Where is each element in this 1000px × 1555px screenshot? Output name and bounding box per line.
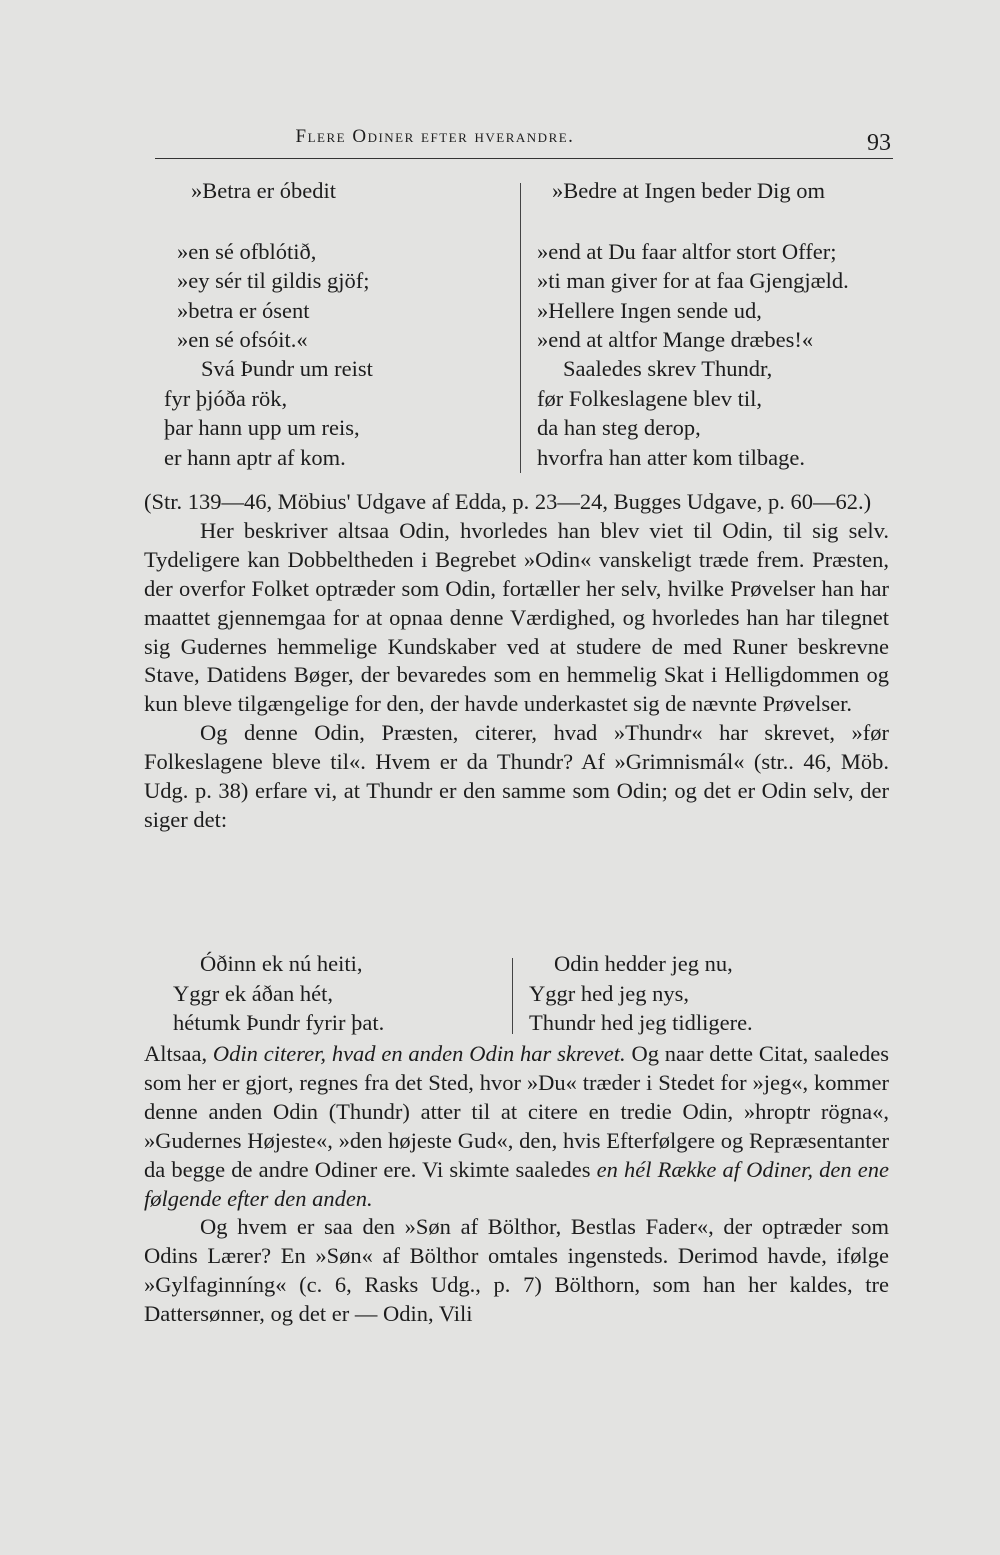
verse-line: þar hann upp um reis, — [164, 415, 360, 440]
verse-line: Óðinn ek nú heiti, — [200, 951, 363, 976]
text-run: Og naar dette Citat, saaledes som her er gjort, regnes fra det Sted, hvor »Du« træder i Stedet for »jeg«, kommer denne anden Odin (Thundr) atter til at citere en tredie Odin, »hroptr rögna«, »Gudernes Højeste«, »den højeste Gud«, den, hvis Efterfølgere og Repræsentanter da begge de andre Odiner ere. Vi skimte saaledes — [144, 1041, 889, 1182]
column-divider — [512, 958, 513, 1034]
verse-line: »Hellere Ingen sende ud, — [537, 298, 762, 323]
column-divider — [520, 183, 521, 473]
verse-line: »en sé ofblótið, — [177, 239, 317, 264]
prose-block-2 — [144, 1040, 889, 1329]
body-paragraph: Her beskriver altsaa Odin, hvorledes han blev viet til Odin, til sig selv. Tydeligere kan Dobbeltheden i Begrebet »Odin« vanskeligt træde frem. Præsten, der overfor Folket optræder som Odin, fortæller her selv, hvilke Prøvelser han har maattet gjennemgaa for at opnaa denne Værdighed, og hvorledes han har tilegnet sig Gudernes hemmelige Kundskaber ved at studere de med Runer beskrevne Stave, Datidens Bøger, der bevaredes som en hemmelig Skat i Helligdommen og kun bleve tilgængelige for den, der havde underkastet sig de nævnte Prøvelser. — [144, 517, 889, 717]
body-paragraph: Og denne Odin, Præsten, citerer, hvad »Thundr« har skrevet, »før Folkeslagene bleve til«. Hvem er da Thundr? Af »Grimnismál« (str.. 46, Möb. Udg. p. 38) erfare vi, at Thundr er den samme som Odin; og det er Odin selv, der siger det: — [144, 720, 889, 832]
verse-line: Saaledes skrev Thundr, — [563, 356, 773, 381]
verse-line: hétumk Þundr fyrir þat. — [173, 1010, 385, 1035]
body-paragraph — [144, 1040, 889, 1213]
verse-line: »Betra er óbedit — [191, 178, 336, 203]
verse-line: Odin hedder jeg nu, — [554, 951, 733, 976]
body-paragraph: Og hvem er saa den »Søn af Bölthor, Bestlas Fader«, der optræder som Odins Lærer? En »Søn« af Bölthor omtales ingensteds. Derimod havde, ifølge »Gylfaginníng« (c. 6, Rasks Udg., p. 7) Bölthorn, som han her kaldes, tre Dattersønner, og det er — Odin, Vili — [144, 1214, 889, 1327]
verse-line: hvorfra han atter kom tilbage. — [537, 445, 806, 470]
emphasis-text: en hél Række af Odiner, den ene følgende efter den anden. — [144, 1156, 889, 1211]
verse-line: før Folkeslagene blev til, — [537, 386, 762, 411]
verse-line: »Bedre at Ingen beder Dig om — [552, 178, 826, 203]
verse-line: Thundr hed jeg tidligere. — [529, 1010, 753, 1035]
page-header — [155, 124, 893, 159]
prose-block-1 — [144, 488, 889, 835]
verse-line: fyr þjóða rök, — [164, 386, 288, 411]
verse-line: Yggr hed jeg nys, — [529, 981, 689, 1006]
citation-paragraph: (Str. 139—46, Möbius' Udgave af Edda, p. 23—24, Bugges Udgave, p. 60—62.) — [144, 489, 872, 514]
verse-line: Svá Þundr um reist — [201, 356, 373, 381]
verse-line: »betra er ósent — [177, 298, 310, 323]
verse-line: »en sé ofsóit.« — [177, 327, 308, 352]
verse-line: er hann aptr af kom. — [164, 445, 346, 470]
text-run: Altsaa, — [144, 1041, 213, 1066]
verse-line: Yggr ek áðan hét, — [173, 981, 333, 1006]
verse-line: »end at altfor Mange dræbes!« — [537, 327, 814, 352]
page-number: 93 — [867, 130, 891, 156]
verse-line: da han steg derop, — [537, 415, 701, 440]
verse-line: »ey sér til gildis gjöf; — [177, 268, 370, 293]
verse-line: »ti man giver for at faa Gjengjæld. — [537, 268, 849, 293]
emphasis-text: Odin citerer, hvad en anden Odin har skrevet. — [212, 1041, 626, 1066]
verse-line: »end at Du faar altfor stort Offer; — [537, 239, 837, 264]
running-title: Flere Odiner efter hverandre. — [295, 126, 575, 147]
